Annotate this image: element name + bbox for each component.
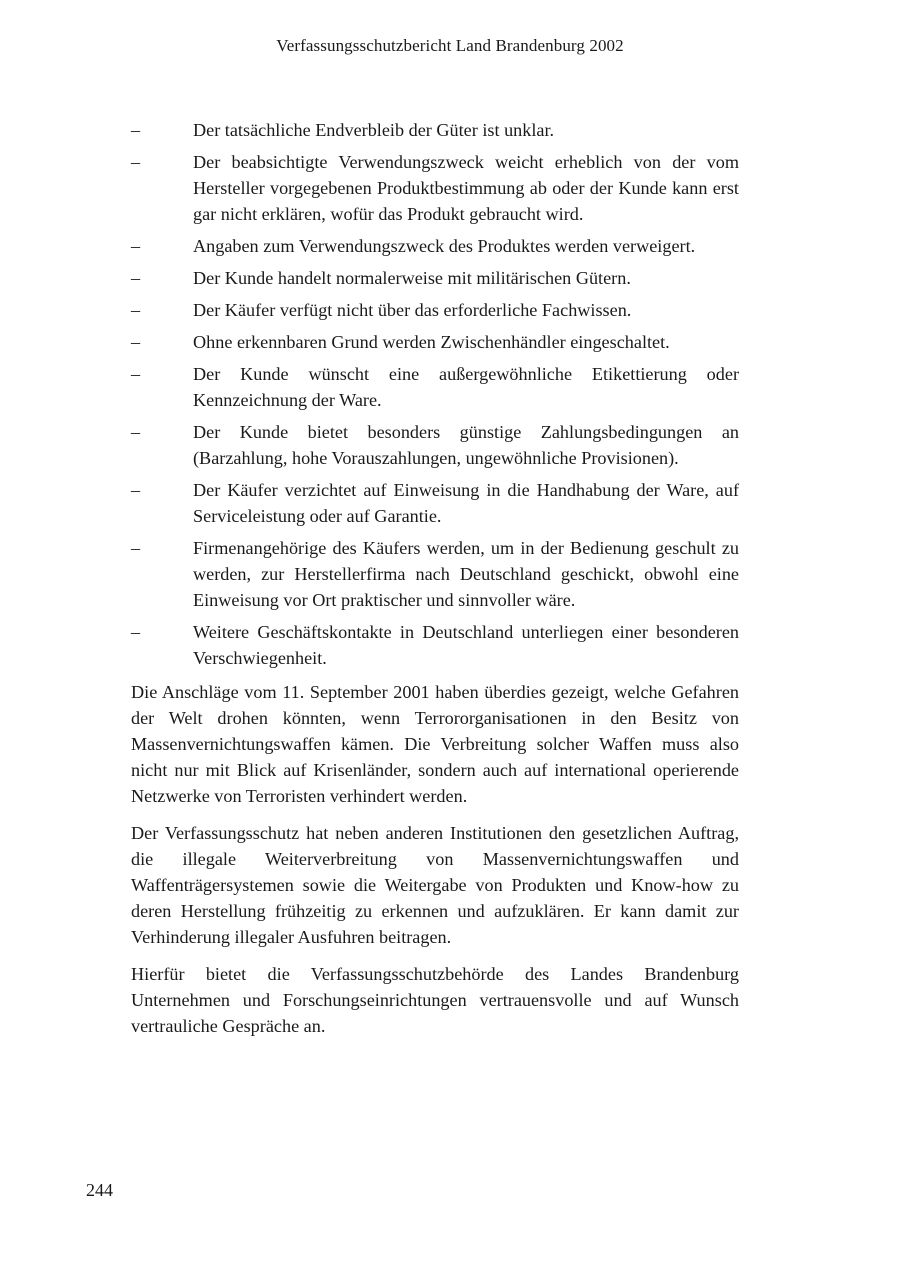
list-item-text: Der Käufer verzichtet auf Einweisung in die Handhabung der Ware, auf Serviceleistung oder auf Garantie. [193,480,739,526]
paragraph-mandate: Der Verfassungsschutz hat neben anderen Institutionen den gesetzlichen Auftrag, die illegale Weiterverbreitung von Massenvernichtungswaffen und Waffenträgersystemen sowie die Weitergabe von Produkten und Know-how zu deren Herstellung frühzeitig zu erkennen und aufzuklären. Er kann damit zur Verhinderung illegaler Ausfuhren beitragen. [131,823,739,947]
list-item-text: Der beabsichtigte Verwendungszweck weicht erheblich von der vom Hersteller vorgegebenen Produktbestimmung ab oder der Kunde kann erst gar nicht erklären, wofür das Produkt gebraucht wird. [193,152,739,224]
list-item-text: Der Kunde wünscht eine außergewöhnliche Etikettierung oder Kennzeichnung der Ware. [193,364,739,410]
list-item-text: Der Kunde handelt normalerweise mit militärischen Gütern. [193,268,631,288]
list-dash: – [131,364,141,384]
list-item-text: Weitere Geschäftskontakte in Deutschland unterliegen einer besonderen Verschwiegenheit. [193,622,739,668]
page-number: 244 [86,1180,113,1200]
list-dash: – [131,622,141,642]
list-item-text: Ohne erkennbaren Grund werden Zwischenhändler eingeschaltet. [193,332,670,352]
list-item-text: Angaben zum Verwendungszweck des Produktes werden verweigert. [193,236,696,256]
list-item-text: Der Käufer verfügt nicht über das erforderliche Fachwissen. [193,300,632,320]
indicator-list [131,117,739,671]
list-item [131,419,739,471]
list-item [131,117,739,143]
list-item [131,477,739,529]
list-dash: – [131,480,141,500]
page-body [131,117,739,1050]
list-dash: – [131,120,141,140]
running-header: Verfassungsschutzbericht Land Brandenburg 2002 [276,36,624,55]
list-dash: – [131,268,141,288]
list-item [131,329,739,355]
list-item [131,149,739,227]
list-dash: – [131,300,141,320]
list-item [131,361,739,413]
list-item-text: Firmenangehörige des Käufers werden, um in der Bedienung geschult zu werden, zur Herstellerfirma nach Deutschland geschickt, obwohl eine Einweisung vor Ort praktischer und sinnvoller wäre. [193,538,739,610]
list-dash: – [131,236,141,256]
list-dash: – [131,152,141,172]
list-dash: – [131,332,141,352]
list-item-text: Der Kunde bietet besonders günstige Zahlungsbedingungen an (Barzahlung, hohe Vorauszahlungen, ungewöhnliche Provisionen). [193,422,739,468]
list-item [131,265,739,291]
list-item [131,233,739,259]
list-item [131,535,739,613]
list-dash: – [131,422,141,442]
body-text [131,679,739,1039]
list-item [131,619,739,671]
paragraph-attacks: Die Anschläge vom 11. September 2001 haben überdies gezeigt, welche Gefahren der Welt drohen könnten, wenn Terrororganisationen in den Besitz von Massenvernichtungswaffen kämen. Die Verbreitung solcher Waffen muss also nicht nur mit Blick auf Krisenländer, sondern auch auf international operierende Netzwerke von Terroristen verhindert werden. [131,682,739,806]
list-item [131,297,739,323]
paragraph-offer: Hierfür bietet die Verfassungsschutzbehörde des Landes Brandenburg Unternehmen und Forschungseinrichtungen vertrauensvolle und auf Wunsch vertrauliche Gespräche an. [131,964,739,1036]
list-item-text: Der tatsächliche Endverbleib der Güter ist unklar. [193,120,555,140]
list-dash: – [131,538,141,558]
